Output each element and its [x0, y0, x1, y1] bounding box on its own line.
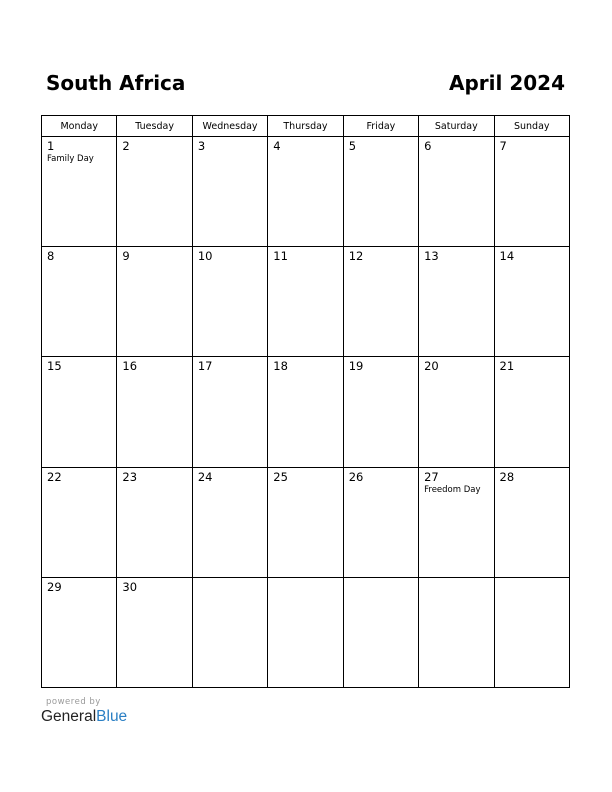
- day-number: 19: [348, 359, 364, 374]
- day-cell: [494, 247, 569, 357]
- country-title: South Africa: [46, 71, 186, 95]
- weekday-header: Wednesday: [192, 116, 267, 137]
- day-number: 12: [348, 249, 364, 264]
- day-cell: [419, 137, 494, 247]
- day-number: 17: [197, 359, 213, 374]
- day-cell: [117, 577, 192, 687]
- day-number: 18: [273, 359, 288, 374]
- day-number: 1: [47, 139, 55, 153]
- day-cell: [117, 357, 192, 467]
- weekday-header-row: [42, 116, 570, 137]
- day-cell: [343, 247, 418, 357]
- day-number: 26: [348, 469, 364, 484]
- week-row: [42, 577, 570, 687]
- day-cell: [268, 357, 343, 467]
- weekday-header: Tuesday: [117, 116, 192, 137]
- day-number: 20: [424, 359, 439, 374]
- day-number: 10: [197, 249, 213, 264]
- day-number: 28: [499, 469, 515, 484]
- day-cell: [192, 467, 267, 577]
- day-number: 16: [122, 359, 138, 374]
- day-cell: [42, 577, 117, 687]
- day-cell: [494, 137, 569, 247]
- generalblue-logo[interactable]: [41, 708, 127, 726]
- day-cell: [419, 357, 494, 467]
- weekday-header: Thursday: [268, 116, 343, 137]
- day-cell: [343, 137, 418, 247]
- day-number: 27: [424, 469, 439, 484]
- day-number: 9: [122, 249, 130, 264]
- day-cell: [42, 467, 117, 577]
- day-number: 22: [47, 469, 62, 484]
- day-cell: [42, 357, 117, 467]
- holiday-label: Family Day: [47, 154, 94, 164]
- day-cell: [343, 467, 418, 577]
- day-number: 30: [122, 579, 138, 594]
- day-number: 25: [273, 469, 288, 484]
- day-cell: [494, 467, 569, 577]
- day-cell: [268, 247, 343, 357]
- day-number: 24: [197, 469, 213, 484]
- day-number: 8: [47, 249, 55, 264]
- weekday-header: Monday: [42, 116, 117, 137]
- week-row: [42, 137, 570, 247]
- day-number: 23: [122, 469, 138, 484]
- week-row: [42, 467, 570, 577]
- day-cell: [268, 137, 343, 247]
- day-cell: [419, 247, 494, 357]
- day-number: 21: [499, 359, 515, 374]
- brand-general-text: General: [41, 708, 97, 725]
- day-cell: [42, 247, 117, 357]
- day-cell: [419, 577, 494, 687]
- day-cell: [192, 357, 267, 467]
- day-cell: [117, 467, 192, 577]
- day-cell: [268, 467, 343, 577]
- day-cell: [117, 247, 192, 357]
- day-cell: [343, 577, 418, 687]
- day-number: 29: [47, 579, 62, 594]
- day-number: 13: [424, 249, 439, 264]
- day-number: 11: [273, 249, 288, 264]
- weekday-header: Sunday: [494, 116, 569, 137]
- day-cell: [494, 357, 569, 467]
- week-row: [42, 247, 570, 357]
- day-cell: [494, 577, 569, 687]
- day-number: 3: [197, 139, 206, 153]
- day-cell: [419, 467, 494, 577]
- holiday-label: Freedom Day: [424, 484, 481, 495]
- day-cell: [42, 137, 117, 247]
- month-year-title: April 2024: [449, 71, 565, 95]
- weekday-header: Saturday: [419, 116, 494, 137]
- day-cell: [192, 137, 267, 247]
- day-cell: [343, 357, 418, 467]
- day-number: 14: [499, 249, 515, 264]
- day-number: 4: [273, 139, 281, 153]
- day-cell: [192, 577, 267, 687]
- weekday-header: Friday: [343, 116, 418, 137]
- week-row: [42, 357, 570, 467]
- day-cell: [268, 577, 343, 687]
- day-cell: [192, 247, 267, 357]
- day-number: 6: [424, 139, 432, 153]
- day-cell: [117, 137, 192, 247]
- calendar-grid: [41, 115, 570, 688]
- day-number: 5: [348, 139, 357, 153]
- powered-by-label: powered by: [46, 697, 101, 707]
- brand-blue-text: Blue: [96, 708, 128, 725]
- day-number: 15: [47, 359, 62, 374]
- day-number: 2: [122, 139, 130, 153]
- day-number: 7: [499, 139, 507, 153]
